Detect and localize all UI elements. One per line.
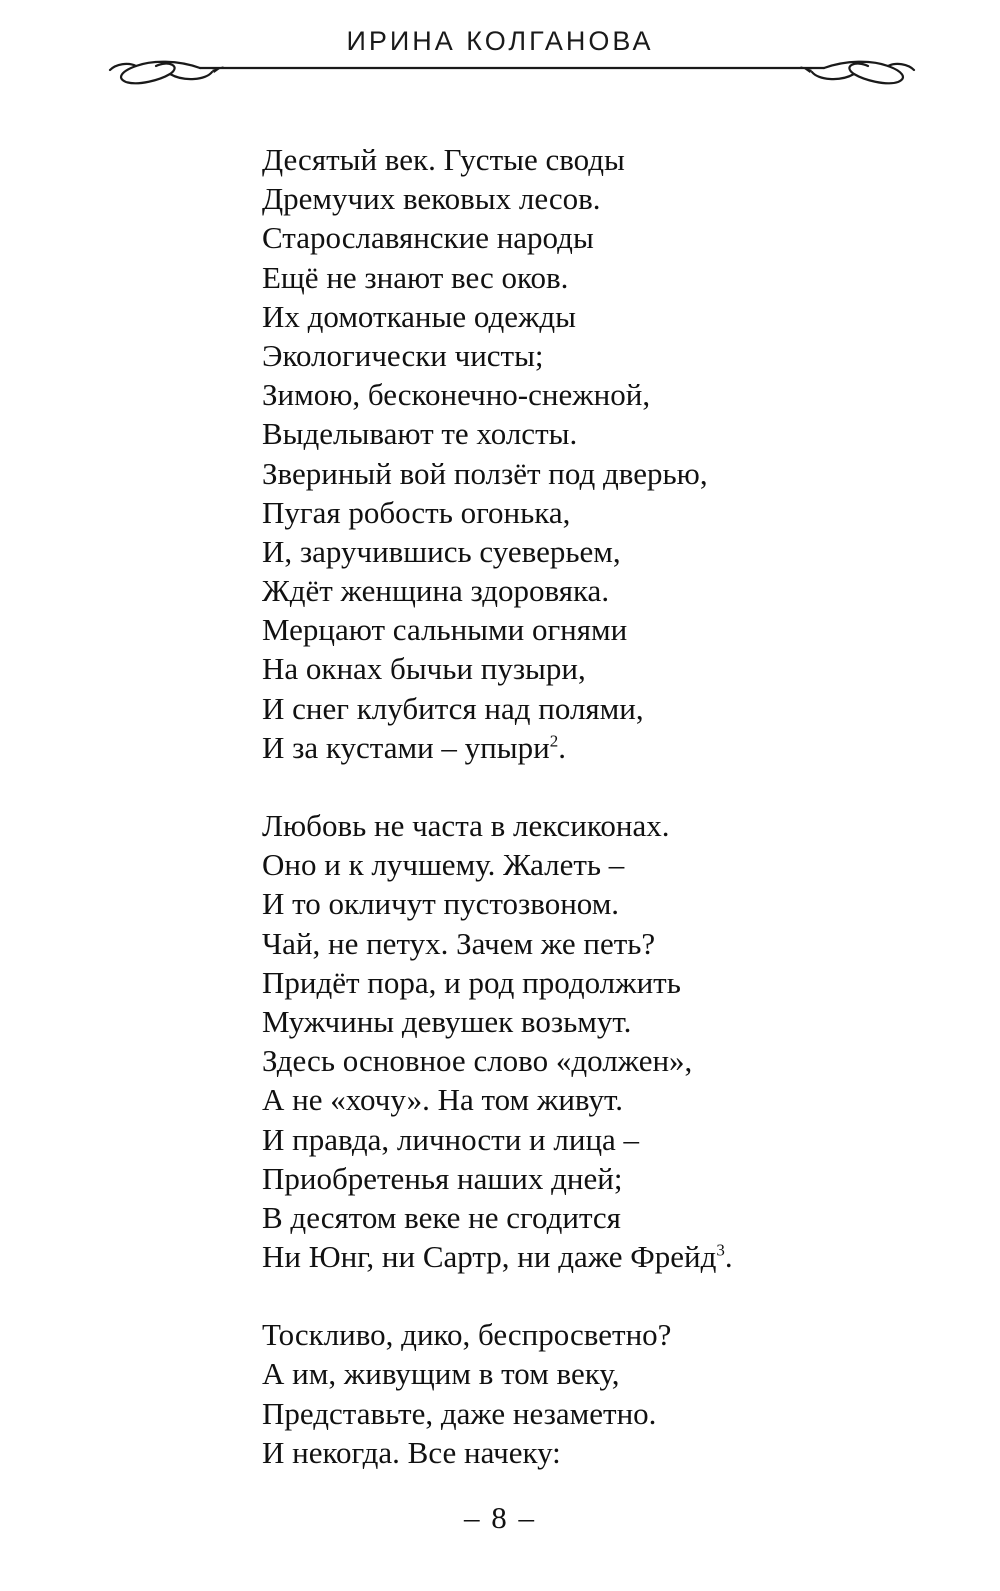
poem-line-text: Ни Юнг, ни Сартр, ни даже Фрейд [262,1239,717,1275]
poem-body [262,140,962,1511]
poem-line: А не «хочу». На том живут. [262,1082,623,1118]
poem-line [262,728,962,767]
running-header [0,0,1000,100]
poem-line: Выделывают те холсты. [262,416,578,452]
poem-line: Их домотканые одежды [262,298,577,334]
poem-line: Мерцают сальными огнями [262,612,628,648]
poem-line: Пугая робость огонька, [262,494,571,530]
poem-line: И правда, личности и лица – [262,1121,640,1157]
poem-line: И снег клубится над полями, [262,690,644,726]
poem-line: Любовь не часта в лексиконах. [262,808,670,843]
poem-line [262,1237,962,1276]
footnote-marker: 3 [716,1240,725,1260]
stanza [262,806,962,1276]
poem-line: Зимою, бесконечно-снежной, [262,377,651,413]
author-name: ИРИНА КОЛГАНОВА [346,26,654,56]
poem-line: И, заручившись суеверьем, [262,533,621,569]
flourish-divider-icon [108,54,916,90]
poem-line: Десятый век. Густые своды [262,142,625,177]
poem-line: И некогда. Все начеку: [262,1434,561,1470]
poem-line: Придёт пора, и род продолжить [262,964,681,1000]
poem-line: Оно и к лучшему. Жалеть – [262,847,625,883]
line-end-punctuation: . [558,729,566,765]
poem-line: Дремучих вековых лесов. [262,181,601,217]
page-number: – 8 – [464,1500,536,1535]
poem-line: Экологически чисты; [262,337,544,373]
poem-line: Здесь основное слово «должен», [262,1043,693,1079]
poem-line: Ещё не знают вес оков. [262,259,569,295]
poem-line: Ждёт женщина здоровяка. [262,573,610,609]
poem-line: Звериный вой ползёт под дверью, [262,455,708,491]
poem-line: В десятом веке не сгодится [262,1199,621,1235]
footnote-marker: 2 [549,731,559,751]
line-end-punctuation: . [724,1239,733,1275]
poem-line: Старославянские народы [262,220,594,256]
poem-line: Приобретенья наших дней; [262,1160,623,1196]
stanza [262,1315,962,1472]
poem-line: На окнах бычьи пузыри, [262,651,586,687]
poem-line: Мужчины девушек возьмут. [262,1003,632,1039]
poem-line: Чай, не петух. Зачем же петь? [262,925,656,961]
poem-line-text: И за кустами – упыри [262,729,550,765]
poem-line: Тоскливо, дико, беспросветно? [262,1317,672,1353]
poem-line: А им, живущим в том веку, [262,1356,620,1392]
poem-line: И то окличут пустозвоном. [262,886,620,922]
poem-line: Представьте, даже незаметно. [262,1395,657,1431]
stanza [262,140,962,767]
